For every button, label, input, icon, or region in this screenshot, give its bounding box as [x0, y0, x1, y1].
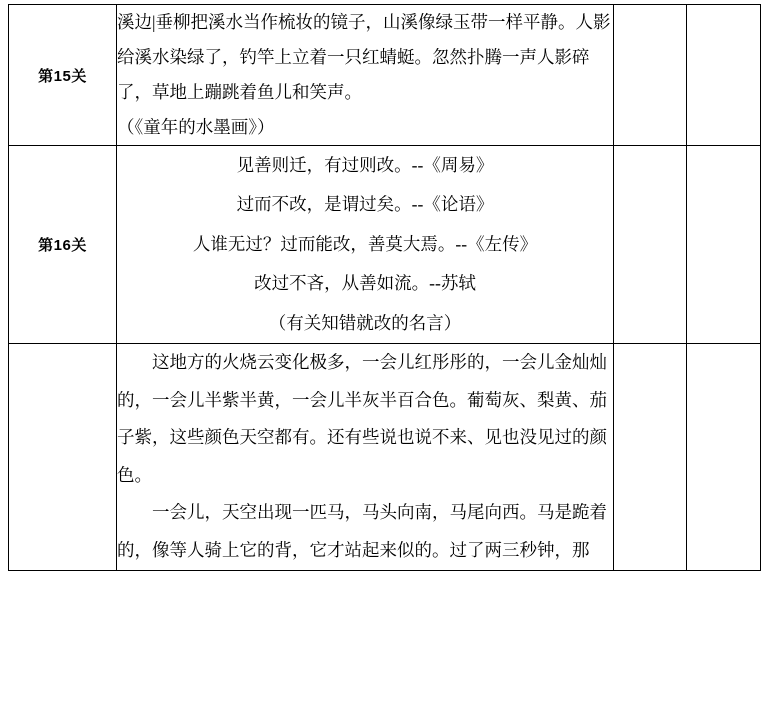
paragraph: 这地方的火烧云变化极多，一会儿红彤彤的，一会儿金灿灿的，一会儿半紫半黄，一会儿半灰半百合色。葡萄灰、梨黄、茄子紫，这些颜色天空都有。还有些说也说不来、见也没见过的颜色。 — [117, 351, 607, 485]
paragraph: 溪边|垂柳把溪水当作梳妆的镜子，山溪像绿玉带一样平静。人影给溪水染绿了，钓竿上立着一只红蜻蜓。忽然扑腾一声人影碎了，草地上蹦跳着鱼儿和笑声。 — [117, 12, 611, 102]
paragraph-source: （有关知错就改的名言） — [268, 312, 462, 333]
row-label: 第16关 — [38, 236, 87, 254]
blank-answer-cell-1[interactable] — [614, 146, 687, 344]
row-content-cell — [117, 343, 614, 570]
row-content-cell — [117, 5, 614, 146]
row-label-cell — [9, 5, 117, 146]
blank-answer-cell-1[interactable] — [614, 5, 687, 146]
blank-answer-cell-2[interactable] — [687, 5, 761, 146]
table-row — [9, 343, 761, 570]
paragraph: 一会儿，天空出现一匹马，马头向南，马尾向西。马是跪着的，像等人骑上它的背，它才站起来似的。过了两三秒钟，那 — [117, 502, 607, 560]
paragraph: 改过不吝，从善如流。--苏轼 — [254, 273, 476, 294]
row-label-cell — [9, 146, 117, 344]
paragraph-source: （《童年的水墨画》） — [117, 117, 275, 137]
blank-answer-cell-1[interactable] — [614, 343, 687, 570]
paragraph: 见善则迁，有过则改。--《周易》 — [236, 155, 494, 175]
row-content-cell — [117, 146, 614, 344]
row-label-cell — [9, 343, 117, 570]
paragraph: 过而不改，是谓过矣。--《论语》 — [236, 194, 494, 215]
table-row — [9, 146, 761, 344]
row-label: 第15关 — [38, 67, 87, 85]
document-page — [0, 4, 768, 701]
content-table — [8, 4, 761, 571]
blank-answer-cell-2[interactable] — [687, 146, 761, 344]
table-row — [9, 5, 761, 146]
blank-answer-cell-2[interactable] — [687, 343, 761, 570]
paragraph: 人谁无过？过而能改，善莫大焉。--《左传》 — [192, 233, 538, 254]
